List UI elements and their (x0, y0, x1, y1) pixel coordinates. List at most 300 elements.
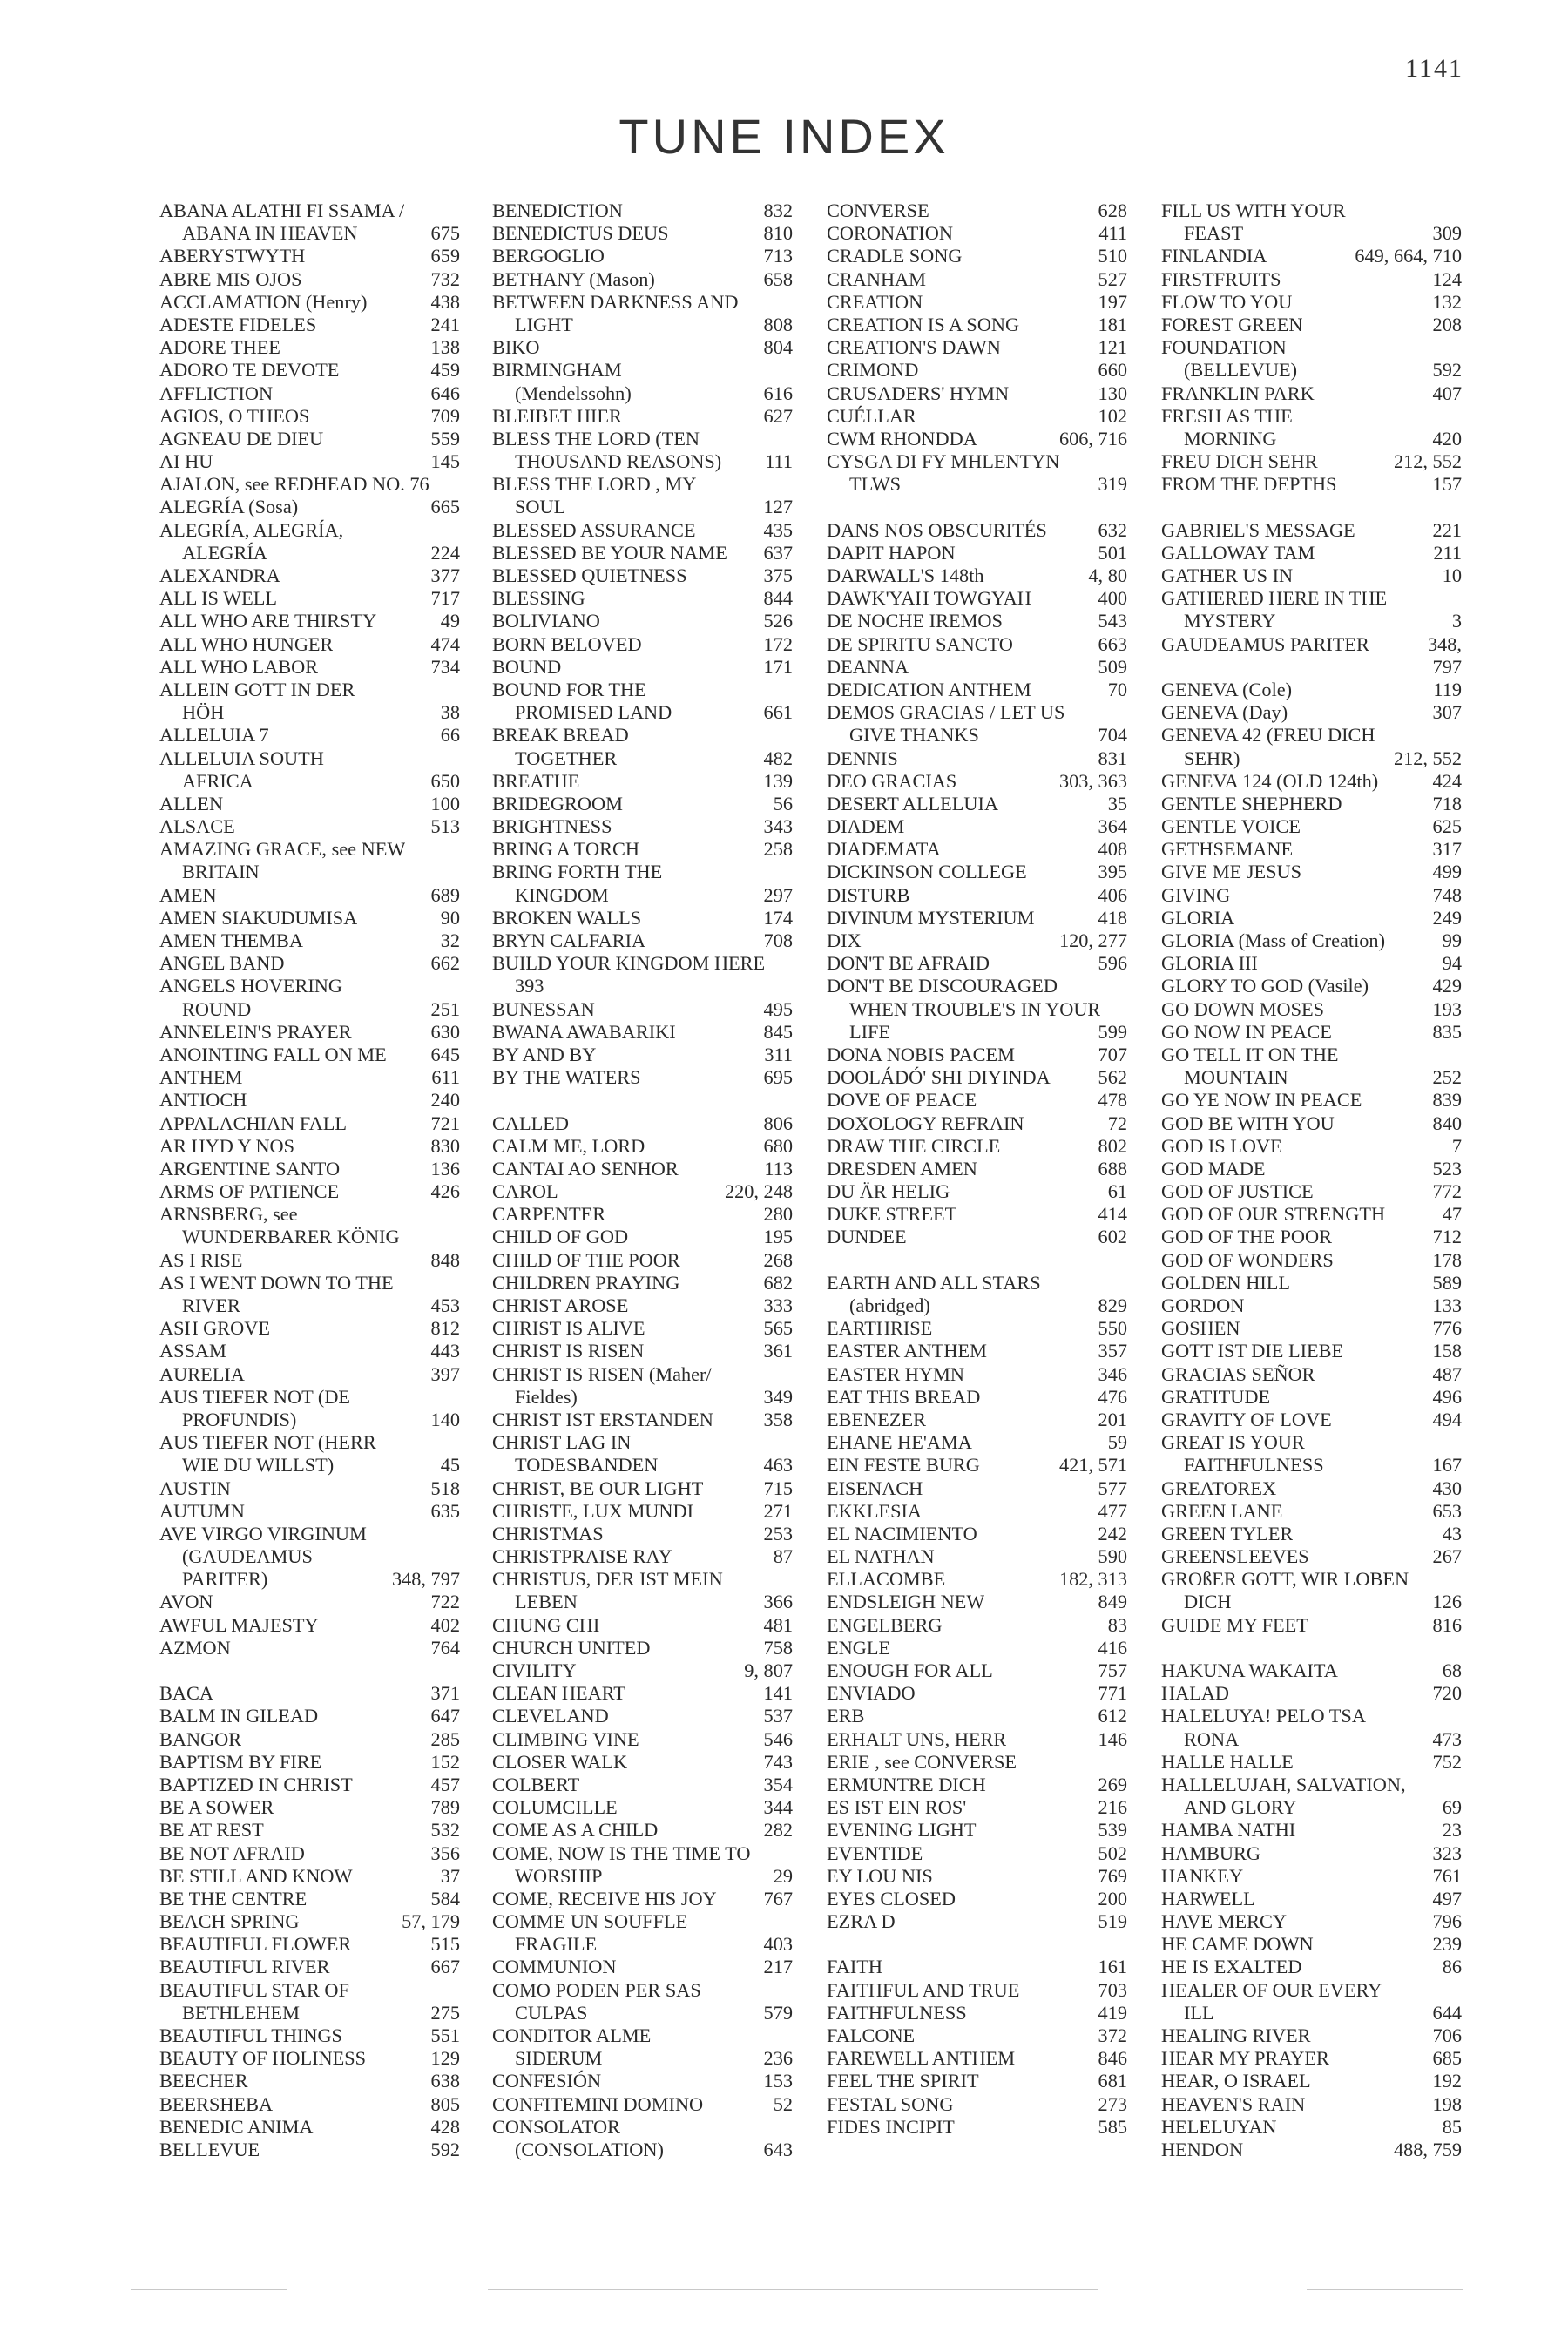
tune-name: FALCONE (827, 2024, 916, 2046)
tune-name: THOUSAND REASONS) (515, 450, 722, 473)
hymn-numbers: 267 (1432, 1545, 1462, 1568)
tune-name: FAREWELL ANTHEM (827, 2047, 1016, 2070)
index-entry (159, 2093, 460, 2116)
tune-name: ES IST EIN ROS' (827, 1796, 967, 1819)
hymn-numbers: 268 (763, 1248, 793, 1271)
tune-name: ANGELS HOVERING (159, 975, 342, 997)
tune-name: GOLDEN HILL (1161, 1271, 1290, 1294)
hymn-numbers: 712 (1432, 1226, 1462, 1248)
hymn-numbers: 703 (1098, 1978, 1127, 2001)
hymn-numbers: 418 (1098, 906, 1127, 929)
tune-name: BERGOGLIO (492, 245, 605, 267)
index-entry (827, 1044, 1127, 1066)
hymn-numbers: 406 (1098, 883, 1127, 906)
hymn-numbers: 356 (430, 1842, 460, 1864)
index-entry (159, 1180, 460, 1203)
index-entry (159, 382, 460, 405)
hymn-numbers: 411 (1098, 222, 1127, 245)
hymn-numbers: 357 (1098, 1340, 1127, 1362)
hymn-numbers: 402 (430, 1613, 460, 1636)
hymn-numbers: 252 (1432, 1066, 1462, 1089)
tune-name: BRING A TORCH (492, 838, 639, 861)
tune-name: DEDICATION ANTHEM (827, 678, 1031, 700)
hymn-numbers: 416 (1098, 1636, 1127, 1659)
tune-name: EARTH AND ALL STARS (827, 1271, 1041, 1294)
tune-name: HANKEY (1161, 1864, 1244, 1887)
index-entry (492, 1363, 793, 1386)
hymn-numbers: 660 (1098, 359, 1127, 382)
hymn-numbers: 429 (1432, 975, 1462, 997)
tune-name: CREATION IS A SONG (827, 313, 1020, 335)
tune-name: ASSAM (159, 1340, 226, 1362)
index-entry (827, 336, 1127, 359)
hymn-numbers: 835 (1432, 1020, 1462, 1043)
tune-name: AMEN (159, 883, 217, 906)
index-entry (1161, 450, 1462, 473)
index-entry (159, 2024, 460, 2047)
index-entry (1161, 679, 1462, 701)
tune-name: COMO PODEN PER SAS (492, 1978, 701, 2001)
index-entry (159, 405, 460, 428)
hymn-numbers: 57, 179 (402, 1910, 460, 1933)
page-number: 1141 (1405, 54, 1463, 83)
hymn-numbers: 645 (430, 1043, 460, 1065)
footer-rule-center (488, 2289, 1098, 2290)
hymn-numbers: 216 (1098, 1796, 1127, 1819)
index-entry-continuation (827, 473, 1127, 496)
tune-name: GREAT IS YOUR (1161, 1431, 1305, 1454)
tune-name: BELLEVUE (159, 2138, 260, 2160)
tune-name: COME, RECEIVE HIS JOY (492, 1887, 717, 1909)
hymn-numbers: 348, (1427, 632, 1462, 655)
tune-name: GIVE THANKS (849, 724, 979, 747)
hymn-numbers: 375 (763, 564, 793, 586)
index-entry (492, 1340, 793, 1362)
hymn-numbers: 527 (1098, 267, 1127, 290)
index-entry (492, 1728, 793, 1751)
tune-index-columns (159, 199, 1462, 2203)
tune-name: BE STILL AND KNOW (159, 1864, 353, 1887)
index-entry (827, 519, 1127, 542)
index-entry (827, 587, 1127, 610)
tune-name: 393 (515, 975, 544, 997)
index-entry (159, 1637, 460, 1659)
index-entry (827, 1158, 1127, 1180)
index-entry (492, 1272, 793, 1294)
tune-name: EBENEZER (827, 1408, 926, 1430)
index-entry (159, 952, 460, 975)
index-entry (1161, 838, 1462, 861)
tune-name: BE A SOWER (159, 1796, 274, 1819)
index-entry (159, 1135, 460, 1158)
index-entry-continuation (1161, 2002, 1462, 2024)
index-entry (1161, 1089, 1462, 1112)
tune-name: CHRIST IS RISEN (492, 1340, 645, 1362)
hymn-numbers: 372 (1098, 2024, 1127, 2046)
tune-name: ALEGRÍA, ALEGRÍA, (159, 518, 344, 541)
tune-name: BRING FORTH THE (492, 861, 663, 883)
hymn-numbers: 776 (1432, 1317, 1462, 1340)
hymn-numbers: 129 (430, 2047, 460, 2070)
index-entry (492, 1705, 793, 1727)
hymn-numbers: 831 (1098, 747, 1127, 769)
hymn-numbers: 767 (763, 1887, 793, 1909)
hymn-numbers: 319 (1098, 473, 1127, 496)
index-entry (1161, 314, 1462, 336)
tune-name: ABRE MIS OJOS (159, 267, 302, 290)
index-entry (827, 633, 1127, 656)
index-entry (1161, 542, 1462, 564)
index-entry-continuation (492, 382, 793, 405)
hymn-numbers: 590 (1098, 1545, 1127, 1568)
index-entry (159, 1044, 460, 1066)
index-entry-continuation (492, 2047, 793, 2070)
index-entry (492, 1637, 793, 1659)
hymn-numbers: 37 (440, 1864, 460, 1887)
tune-name: CRIMOND (827, 359, 919, 382)
tune-name: DEO GRACIAS (827, 769, 957, 792)
hymn-numbers: 127 (763, 496, 793, 518)
hymn-numbers: 217 (763, 1956, 793, 1978)
letter-group-spacer (827, 1933, 1127, 1956)
hymn-numbers: 309 (1432, 222, 1462, 245)
tune-name: ADORO TE DEVOTE (159, 359, 340, 382)
hymn-numbers: 94 (1442, 952, 1462, 975)
hymn-numbers: 102 (1098, 404, 1127, 427)
index-entry (827, 2093, 1127, 2116)
hymn-numbers: 661 (763, 701, 793, 724)
index-entry (827, 1796, 1127, 1819)
hymn-numbers: 9, 807 (744, 1659, 793, 1681)
index-entry (827, 1842, 1127, 1865)
hymn-numbers: 732 (430, 267, 460, 290)
index-entry (1161, 2116, 1462, 2139)
index-entry-continuation (1161, 1796, 1462, 1819)
index-entry-continuation (159, 701, 460, 724)
tune-name: BLESS THE LORD (TEN (492, 427, 700, 449)
hymn-numbers: 680 (763, 1134, 793, 1157)
hymn-numbers: 349 (763, 1385, 793, 1408)
index-entry (827, 1956, 1127, 1978)
index-entry (492, 268, 793, 291)
hymn-numbers: 323 (1432, 1842, 1462, 1864)
hymn-numbers: 810 (763, 222, 793, 245)
hymn-numbers: 253 (763, 1522, 793, 1544)
tune-name: WUNDERBARER KÖNIG (182, 1226, 400, 1248)
hymn-numbers: 596 (1098, 952, 1127, 975)
tune-name: GRATITUDE (1161, 1385, 1271, 1408)
hymn-numbers: 182, 313 (1058, 1568, 1127, 1591)
hymn-numbers: 457 (430, 1773, 460, 1795)
hymn-numbers: 29 (773, 1864, 793, 1887)
tune-name: FRESH AS THE (1161, 404, 1293, 427)
hymn-numbers: 599 (1098, 1020, 1127, 1043)
hymn-numbers: 348, 797 (391, 1568, 460, 1591)
hymn-numbers: 665 (430, 496, 460, 518)
index-entry-continuation (159, 1226, 460, 1248)
letter-group-spacer (492, 1089, 793, 1112)
hymn-numbers: 713 (763, 245, 793, 267)
index-entry (1161, 884, 1462, 907)
index-entry-continuation (492, 496, 793, 518)
tune-name: FLOW TO YOU (1161, 290, 1293, 313)
index-entry (827, 1728, 1127, 1751)
tune-name: CREATION'S DAWN (827, 336, 1001, 359)
tune-name: AFRICA (182, 769, 253, 792)
tune-name: AGNEAU DE DIEU (159, 427, 324, 449)
tune-name: ENGLE (827, 1636, 891, 1659)
index-entry (827, 1751, 1127, 1774)
index-entry (492, 815, 793, 838)
hymn-numbers: 752 (1432, 1750, 1462, 1773)
index-entry (492, 1545, 793, 1568)
index-entry-continuation (1161, 428, 1462, 450)
tune-name: AI HU (159, 450, 213, 473)
tune-name: GATHER US IN (1161, 564, 1294, 586)
tune-name: CHUNG CHI (492, 1613, 600, 1636)
index-entry (827, 770, 1127, 793)
index-entry (1161, 1682, 1462, 1705)
hymn-numbers: 407 (1432, 382, 1462, 404)
index-entry (159, 291, 460, 314)
tune-name: HÖH (182, 701, 225, 724)
index-entry (1161, 1158, 1462, 1180)
tune-name: EASTER HYMN (827, 1362, 964, 1385)
index-entry (492, 793, 793, 815)
hymn-numbers: 32 (440, 929, 460, 951)
hymn-numbers: 628 (1098, 199, 1127, 221)
index-entry (159, 2139, 460, 2161)
index-entry (827, 1819, 1127, 1842)
hymn-numbers: 495 (763, 997, 793, 1020)
hymn-numbers: 789 (430, 1796, 460, 1819)
tune-name: COLBERT (492, 1773, 580, 1795)
index-entry (492, 929, 793, 952)
hymn-numbers: 769 (1098, 1864, 1127, 1887)
index-entry (159, 1819, 460, 1842)
hymn-numbers: 659 (430, 245, 460, 267)
hymn-numbers: 546 (763, 1727, 793, 1750)
tune-name: ROUND (182, 997, 252, 1020)
tune-name: CALM ME, LORD (492, 1134, 645, 1157)
hymn-numbers: 501 (1098, 541, 1127, 564)
hymn-numbers: 796 (1432, 1910, 1462, 1933)
tune-name: ADESTE FIDELES (159, 313, 317, 335)
tune-name: DE SPIRITU SANCTO (827, 632, 1013, 655)
index-entry (159, 1705, 460, 1727)
index-entry (159, 1614, 460, 1637)
hymn-numbers: 551 (430, 2024, 460, 2046)
hymn-numbers: 192 (1432, 2070, 1462, 2092)
index-entry (827, 1682, 1127, 1705)
index-entry (827, 2002, 1127, 2024)
hymn-numbers: 592 (430, 2138, 460, 2160)
hymn-numbers: 195 (763, 1226, 793, 1248)
tune-name: CAROL (492, 1180, 558, 1203)
tune-name: GLORIA (1161, 906, 1235, 929)
tune-name: ANNELEIN'S PRAYER (159, 1020, 352, 1043)
index-entry-continuation (159, 1568, 460, 1591)
index-entry-continuation (1161, 1728, 1462, 1751)
hymn-numbers: 772 (1432, 1180, 1462, 1203)
index-entry-continuation (1161, 1591, 1462, 1613)
tune-name: CHRIST IS RISEN (Maher/ (492, 1362, 712, 1385)
hymn-numbers: 23 (1442, 1819, 1462, 1842)
hymn-numbers: 85 (1442, 2115, 1462, 2138)
index-entry (1161, 793, 1462, 815)
index-entry-continuation (159, 770, 460, 793)
index-entry (1161, 633, 1462, 656)
index-entry (159, 199, 460, 222)
hymn-numbers: 830 (430, 1134, 460, 1157)
index-entry-continuation (1161, 222, 1462, 245)
tune-name: DIX (827, 929, 862, 951)
index-entry (492, 428, 793, 450)
hymn-numbers: 38 (440, 701, 460, 724)
hymn-numbers: 311 (764, 1043, 793, 1065)
tune-name: EVENING LIGHT (827, 1819, 977, 1842)
tune-name: ALEXANDRA (159, 564, 280, 586)
hymn-numbers: 45 (440, 1454, 460, 1477)
tune-name: BREATHE (492, 769, 580, 792)
index-entry (492, 1431, 793, 1454)
hymn-numbers: 4, 80 (1088, 564, 1127, 586)
hymn-numbers: 757 (1098, 1659, 1127, 1681)
tune-name: GETHSEMANE (1161, 838, 1294, 861)
hymn-numbers: 638 (430, 2070, 460, 2092)
hymn-numbers: 400 (1098, 587, 1127, 610)
hymn-numbers: 371 (430, 1682, 460, 1705)
hymn-numbers: 239 (1432, 1933, 1462, 1956)
index-entry (1161, 1409, 1462, 1431)
index-entry (827, 929, 1127, 952)
index-entry (1161, 199, 1462, 222)
index-entry (827, 1317, 1127, 1340)
hymn-numbers: 35 (1107, 792, 1127, 814)
tune-name: CRADLE SONG (827, 245, 963, 267)
hymn-numbers: 616 (763, 382, 793, 404)
tune-name: CLIMBING VINE (492, 1727, 639, 1750)
tune-name: ALLELUIA SOUTH (159, 747, 324, 769)
tune-name: TODESBANDEN (515, 1454, 659, 1477)
tune-name: FAITHFULNESS (1184, 1454, 1324, 1477)
tune-name: GIVING (1161, 883, 1231, 906)
tune-name: AND GLORY (1184, 1796, 1297, 1819)
tune-name: AZMON (159, 1636, 231, 1659)
tune-name: GOD OF OUR STRENGTH (1161, 1203, 1386, 1226)
hymn-numbers: 201 (1098, 1408, 1127, 1430)
hymn-numbers: 513 (430, 815, 460, 838)
tune-name: BLEIBET HIER (492, 404, 622, 427)
tune-name: GENEVA 124 (OLD 124th) (1161, 769, 1379, 792)
hymn-numbers: 589 (1432, 1271, 1462, 1294)
tune-name: CWM RHONDDA (827, 427, 977, 449)
hymn-numbers: 488, 759 (1393, 2138, 1462, 2160)
tune-name: HEALER OF OUR EVERY (1161, 1978, 1382, 2001)
hymn-numbers: 61 (1107, 1180, 1127, 1203)
hymn-numbers: 643 (763, 2138, 793, 2160)
index-entry (1161, 291, 1462, 314)
hymn-numbers: 630 (430, 1020, 460, 1043)
hymn-numbers: 333 (763, 1294, 793, 1316)
tune-name: CONSOLATOR (492, 2115, 621, 2138)
tune-name: HE IS EXALTED (1161, 1956, 1302, 1978)
index-entry (827, 1340, 1127, 1362)
index-entry (492, 1910, 793, 1933)
index-entry (159, 838, 460, 861)
hymn-numbers: 424 (1432, 769, 1462, 792)
index-entry (159, 929, 460, 952)
hymn-numbers: 797 (1432, 655, 1462, 678)
hymn-numbers: 366 (763, 1591, 793, 1613)
tune-name: BE THE CENTRE (159, 1887, 308, 1909)
tune-name: BENEDICTUS DEUS (492, 222, 669, 245)
hymn-numbers: 346 (1098, 1362, 1127, 1385)
tune-name: HALAD (1161, 1682, 1230, 1705)
index-entry (827, 1089, 1127, 1112)
hymn-numbers: 625 (1432, 815, 1462, 838)
index-entry (827, 1659, 1127, 1682)
index-entry-continuation (159, 1409, 460, 1431)
hymn-numbers: 198 (1432, 2092, 1462, 2115)
tune-name: ABERYSTWYTH (159, 245, 306, 267)
index-entry-continuation (159, 1294, 460, 1317)
footer-rule-right (1307, 2289, 1463, 2290)
index-entry (159, 519, 460, 542)
tune-name: ANTHEM (159, 1066, 243, 1089)
tune-name: GRAVITY OF LOVE (1161, 1408, 1332, 1430)
index-entry (1161, 975, 1462, 997)
tune-name: BRITAIN (182, 861, 260, 883)
hymn-numbers: 273 (1098, 2092, 1127, 2115)
index-entry (827, 1066, 1127, 1089)
hymn-numbers: 212, 552 (1393, 450, 1462, 473)
hymn-numbers: 637 (763, 541, 793, 564)
index-entry (827, 2047, 1127, 2070)
tune-name: PARITER) (182, 1568, 268, 1591)
tune-name: BETWEEN DARKNESS AND (492, 290, 739, 313)
hymn-numbers: 99 (1442, 929, 1462, 951)
page-title: TUNE INDEX (618, 109, 950, 164)
index-entry (827, 861, 1127, 883)
index-entry (492, 1796, 793, 1819)
index-entry (827, 701, 1127, 724)
tune-name: DAWK'YAH TOWGYAH (827, 587, 1031, 610)
hymn-numbers: 632 (1098, 518, 1127, 541)
hymn-numbers: 476 (1098, 1385, 1127, 1408)
index-entry-continuation (492, 450, 793, 473)
index-entry (827, 268, 1127, 291)
index-entry (492, 1751, 793, 1774)
tune-name: EYES CLOSED (827, 1887, 956, 1909)
hymn-numbers: 344 (763, 1796, 793, 1819)
index-entry (1161, 1614, 1462, 1637)
index-entry (827, 2024, 1127, 2047)
tune-name: GOD BE WITH YOU (1161, 1112, 1335, 1134)
tune-name: GO YE NOW IN PEACE (1161, 1089, 1362, 1112)
tune-name: BRYN CALFARIA (492, 929, 646, 951)
tune-name: FILL US WITH YOUR (1161, 199, 1346, 221)
tune-name: BROKEN WALLS (492, 906, 642, 929)
index-entry (1161, 405, 1462, 428)
hymn-numbers: 539 (1098, 1819, 1127, 1842)
tune-name: DEMOS GRACIAS / LET US (827, 701, 1065, 724)
index-entry-continuation (827, 998, 1127, 1021)
tune-name: EARTHRISE (827, 1317, 933, 1340)
index-entry (492, 610, 793, 632)
tune-name: DESERT ALLELUIA (827, 792, 999, 814)
tune-name: CLOSER WALK (492, 1750, 628, 1773)
